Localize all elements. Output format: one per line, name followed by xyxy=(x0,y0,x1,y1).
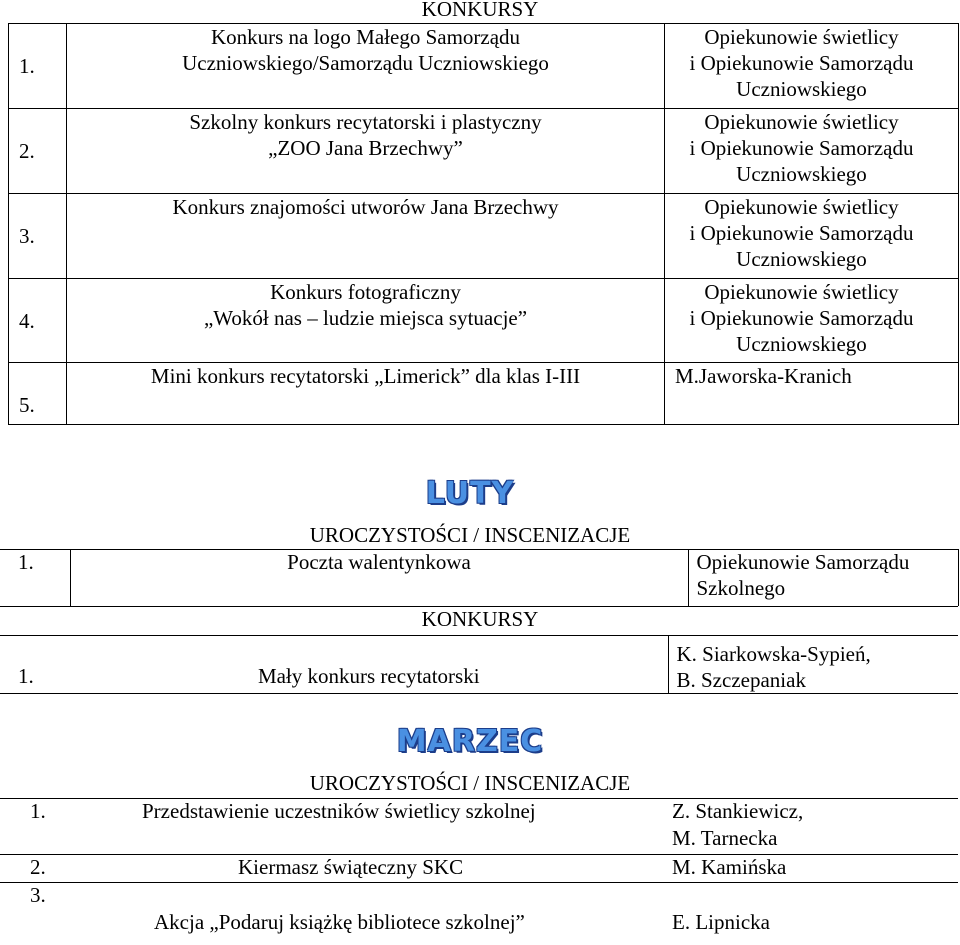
section-header-konkursy: KONKURSY xyxy=(421,0,539,21)
ceremonies-header: UROCZYSTOŚCI / INSCENIZACJE xyxy=(309,771,631,795)
row-number: 3. xyxy=(9,194,67,279)
row-number: 1. xyxy=(18,663,34,688)
responsible-person: M. Kamińska xyxy=(672,855,787,879)
responsible-person: E. Lipnicka xyxy=(672,910,770,934)
contest-title: Konkurs znajomości utworów Jana Brzechwy xyxy=(67,194,665,279)
contest-title: Mały konkurs recytatorski xyxy=(70,636,668,694)
responsible-persons: Opiekunowie świetlicy i Opiekunowie Samorządu Uczniowskiego xyxy=(665,109,959,194)
table-row xyxy=(9,109,959,194)
list-item: 3. Akcja „Podaruj książkę bibliotece szkolnej” E. Lipnicka xyxy=(30,883,770,934)
ceremonies-header: UROCZYSTOŚCI / INSCENIZACJE xyxy=(309,523,631,547)
row-number: 5. xyxy=(9,363,67,425)
row-number: 2. xyxy=(9,109,67,194)
luty-contests-table xyxy=(0,635,958,694)
table-row xyxy=(9,194,959,279)
divider xyxy=(0,635,958,636)
month-heading-luty: LUTY xyxy=(425,476,515,511)
list-item: 2. Kiermasz świąteczny SKC M. Kamińska xyxy=(30,855,787,879)
row-number: 1. xyxy=(9,24,67,109)
contest-title: Konkurs fotograficzny „Wokół nas – ludzie miejsca sytuacje” xyxy=(67,279,665,363)
luty-ceremonies-table xyxy=(0,549,959,606)
contests-table xyxy=(8,23,959,425)
responsible-persons: Opiekunowie świetlicy i Opiekunowie Samorządu Uczniowskiego xyxy=(665,24,959,109)
ceremony-title: Akcja „Podaruj książkę bibliotece szkolnej” xyxy=(154,910,525,934)
month-heading-marzec: MARZEC xyxy=(396,724,544,759)
divider xyxy=(0,693,958,694)
row-number: 4. xyxy=(9,279,67,363)
table-row xyxy=(9,279,959,363)
responsible-persons: Opiekunowie świetlicy i Opiekunowie Samorządu Uczniowskiego xyxy=(665,279,959,363)
responsible-persons: Opiekunowie świetlicy i Opiekunowie Samorządu Uczniowskiego xyxy=(665,194,959,279)
table-row xyxy=(9,363,959,425)
row-number: 1. xyxy=(18,550,34,574)
responsible-persons: Opiekunowie Samorządu Szkolnego xyxy=(688,549,958,606)
divider xyxy=(0,549,958,550)
ceremony-title: Kiermasz świąteczny SKC xyxy=(238,855,464,879)
ceremony-title: Poczta walentynkowa xyxy=(70,549,688,606)
responsible-person: M. Tarnecka xyxy=(672,826,778,850)
contest-title: Konkurs na logo Małego Samorządu Uczniowskiego/Samorządu Uczniowskiego xyxy=(67,24,665,109)
responsible-persons: K. Siarkowska-Sypień, B. Szczepaniak xyxy=(668,636,958,694)
contest-title: Szkolny konkurs recytatorski i plastyczny „ZOO Jana Brzechwy” xyxy=(67,109,665,194)
contest-title: Mini konkurs recytatorski „Limerick” dla klas I-III xyxy=(67,363,665,425)
table-row xyxy=(9,24,959,109)
contests-header: KONKURSY xyxy=(421,607,539,631)
table-row xyxy=(0,549,958,606)
list-item: 1. Przedstawienie uczestników świetlicy szkolnej Z. Stankiewicz, M. Tarnecka xyxy=(30,799,804,850)
responsible-persons: M.Jaworska-Kranich xyxy=(665,363,959,425)
ceremony-title: Przedstawienie uczestników świetlicy szkolnej xyxy=(142,799,536,823)
responsible-person: Z. Stankiewicz, xyxy=(672,799,804,823)
table-row xyxy=(0,636,958,694)
